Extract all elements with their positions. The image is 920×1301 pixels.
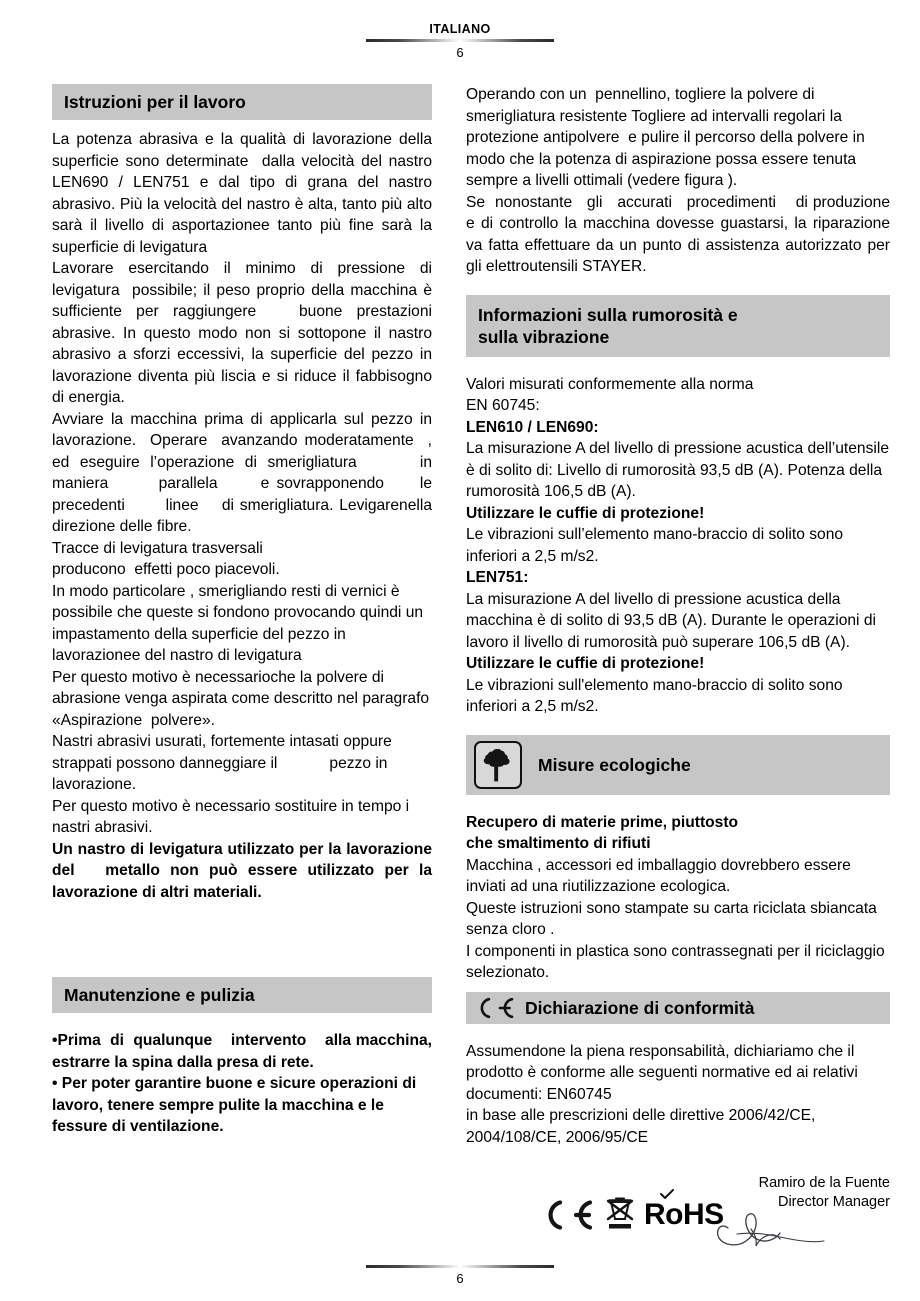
section-heading-dichiarazione-di-conformita: [466, 992, 890, 1024]
paragraph: Per questo motivo è necessario sostituire in tempo i nastri abrasivi.: [52, 797, 414, 836]
eco-subtitle-line1: Recupero di materie prime, piuttosto: [466, 813, 739, 831]
ce-logo-icon: [540, 1197, 596, 1233]
footer-divider-rule: [366, 1265, 554, 1268]
paragraph: Queste istruzioni sono stampate su carta riciclata sbiancata senza cloro .: [466, 899, 882, 938]
section-heading-line2: sulla vibrazione: [478, 326, 610, 347]
hearing-protection-warning: Utilizzare le cuffie di protezione!: [466, 504, 705, 522]
paragraph: Avviare la macchina prima di applicarla sul pezzo in lavorazione. Operare avanzando moderatamente , ed eseguire l’operazione di smerigliatura in maniera parallela e sovrapponendo le precedenti linee di smerigliatura. Levigarenella direzione delle fibre.: [52, 410, 450, 535]
model-noise-text: La misurazione A del livello di pressione acustica della macchina è di solito di 93,5 dB (A). Durante le operazioni di lavoro il livello di rumorosità può superare 106,5 dB (A).: [466, 590, 881, 651]
paragraph: I componenti in plastica sono contrassegnati per il riciclaggio selezionato.: [466, 942, 889, 981]
paragraph: producono effetti poco piacevoli.: [52, 561, 280, 578]
hearing-protection-warning: Utilizzare le cuffie di protezione!: [466, 655, 705, 672]
spacer: [52, 1022, 432, 1030]
section-heading-misure-ecologiche: [466, 735, 890, 795]
paragraph: Per questo motivo è necessarioche la polvere di abrasione venga aspirata come descritto nel paragrafo: [52, 668, 430, 707]
paragraph: Se nonostante gli accurati procedimenti di produzione e di controllo la macchina dovesse guastarsi, la riparazione va fatta effettuare da un punto di assistenza autorizzato per gli elettroutensili STAYER.: [466, 193, 895, 275]
model-vibration-text: Le vibrazioni sull'elemento mano-braccio di solito sono inferiori a 2,5 m/s2.: [466, 676, 847, 715]
model-label: LEN610 / LEN690:: [466, 418, 599, 436]
norm-line: EN 60745:: [466, 397, 540, 414]
paragraph: In modo particolare , smerigliando resti di vernici è possibile che queste si fondono provocando quindi un impastamento della superficie del pezzo in lavorazionee del nastro di levigatura: [52, 582, 428, 664]
paragraph: «Aspirazione polvere».: [52, 711, 215, 729]
section-heading-istruzioni-per-il-lavoro: [52, 84, 432, 120]
tree-icon: [474, 741, 522, 789]
section-heading-label: Istruzioni per il lavoro: [64, 92, 246, 112]
footer-page-number: 6: [456, 1271, 464, 1286]
signer-title: Director Manager: [777, 1194, 890, 1210]
paragraph: Lavorare esercitando il minimo di pressione di levigatura possibile; il peso proprio della macchina è sufficiente per raggiungere buone prestazioni abrasive. In questo modo non si sottopone il nastro abrasivo a sforzi eccessivi, la superficie del pezzo in lavorazione diventa più liscia e si riduce il fabbisogno di energia.: [52, 260, 441, 406]
paragraph: Macchina , accessori ed imballaggio dovrebbero essere inviati ad una riutilizzazione ecologica.: [466, 856, 856, 895]
column-spacer: [52, 903, 432, 977]
right-column: [466, 84, 895, 1212]
page-footer: [0, 1262, 920, 1287]
paragraph: Nastri abrasivi usurati, fortemente intasati oppure strappati possono danneggiare il pezzo in lavorazione.: [52, 733, 397, 793]
section-heading-line1: Informazioni sulla rumorosità e: [478, 304, 738, 325]
paragraph: Operando con un pennellino, togliere la polvere di smerigliatura resistente Togliere ad intervalli regolari la protezione antipolvere e pulire il percorso della polvere in modo che la potenza di aspirazione possa essere tenuta sempre a livelli ottimali (vedere figura ).: [466, 86, 870, 189]
header-divider-rule: [366, 39, 554, 42]
paragraph: Tracce di levigatura trasversali: [52, 539, 263, 557]
spacer: [466, 1033, 890, 1041]
model-label: LEN751:: [466, 569, 529, 586]
section-heading-informazioni-rumorosita: [466, 295, 890, 357]
section-heading-label: Manutenzione e pulizia: [64, 985, 255, 1005]
left-column: [52, 84, 450, 1138]
bullet-item: •Prima di qualunque intervento alla macchina, estrarre la spina dalla presa di rete.: [52, 1032, 437, 1071]
ce-mark-icon: [472, 996, 516, 1020]
paragraph: in base alle prescrizioni delle direttive 2006/42/CE, 2004/108/CE, 2006/95/CE: [466, 1107, 820, 1146]
paragraph-bold-warning: Un nastro di levigatura utilizzato per la lavorazione del metallo non può essere utilizzato per la lavorazione di altri materiali.: [52, 840, 437, 901]
paragraph: La potenza abrasiva e la qualità di lavorazione della superficie sono determinate dalla velocità del nastro LEN690 / LEN751 e dal tipo di grana del nastro abrasivo. Più la velocità del nastro è alta, tanto più alto sarà il livello di asportazionee tanto più fine sarà la superficie di levigatura: [52, 131, 437, 256]
page-header: [0, 22, 920, 61]
spacer: [466, 278, 890, 295]
norm-line: Valori misurati conformemente alla norma: [466, 375, 754, 393]
spacer: [466, 984, 890, 992]
spacer: [466, 718, 890, 735]
weee-crossed-bin-icon: [605, 1196, 635, 1234]
compliance-marks-row: [540, 1196, 724, 1234]
spacer: [466, 366, 890, 374]
signer-name: Ramiro de la Fuente: [758, 1175, 890, 1191]
header-language-title: ITALIANO: [429, 22, 491, 36]
model-noise-text: La misurazione A del livello di pressione acustica dell’utensile è di solito di: Livello di rumorosità 93,5 dB (A). Potenza della rumorosità 106,5 dB (A).: [466, 440, 894, 500]
paragraph: Assumendone la piena responsabilità, dichiariamo che il prodotto è conforme alle seguenti normative ed ai relativi documenti: EN60745: [466, 1042, 863, 1103]
section-heading-label: Misure ecologiche: [538, 754, 691, 775]
bullet-item: • Per poter garantire buone e sicure operazioni di lavoro, tenere sempre pulite la macchina e le fessure di ventilazione.: [52, 1075, 421, 1135]
rohs-label: RoHS: [644, 1198, 724, 1231]
section-heading-manutenzione-e-pulizia: [52, 977, 432, 1013]
model-vibration-text: Le vibrazioni sull’elemento mano-braccio di solito sono inferiori a 2,5 m/s2.: [466, 526, 848, 565]
eco-subtitle-line2: che smaltimento di rifiuti: [466, 835, 651, 852]
section-heading-label: Dichiarazione di conformità: [525, 997, 755, 1018]
handwritten-signature: [706, 1198, 856, 1260]
header-page-number: 6: [456, 45, 464, 60]
spacer: [466, 804, 890, 812]
